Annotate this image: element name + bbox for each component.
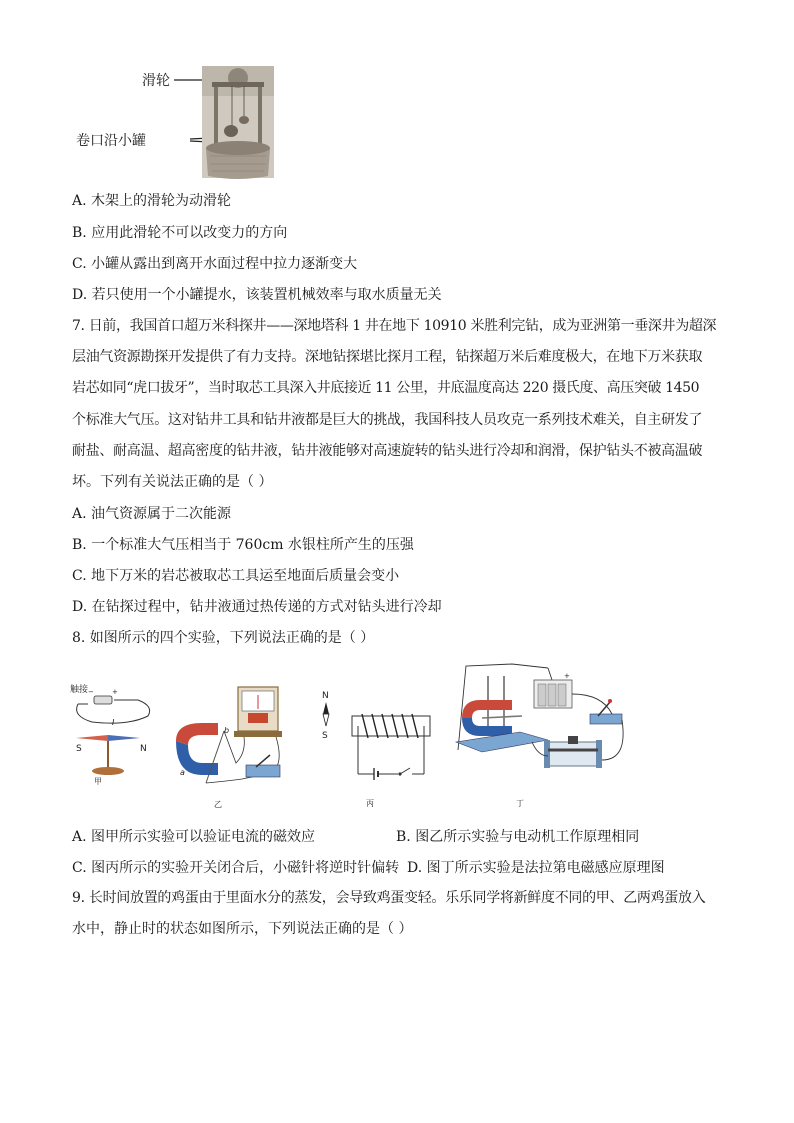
- q8-option-d: D. 图丁所示实验是法拉第电磁感应原理图: [407, 860, 665, 876]
- figure-jia-oersted: [68, 680, 158, 785]
- q9-stem-line: 9. 长时间放置的鸡蛋由于里面水分的蒸发，会导致鸡蛋变轻。乐乐同学将新鲜度不同的甲、乙两鸡蛋放入: [72, 890, 706, 906]
- q8-option-b: B. 图乙所示实验与电动机工作原理相同: [396, 829, 640, 845]
- svg-text:S: S: [322, 731, 328, 741]
- figure-yi-caption: 乙: [214, 800, 222, 808]
- figure-bing-solenoid: [318, 688, 438, 808]
- q6-option-b: B. 应用此滑轮不可以改变力的方向: [72, 225, 288, 241]
- q7-stem-line: 7. 日前，我国首口超万米科探井——深地塔科 1 井在地下 10910 米胜利完钻，成为亚洲第一垂深井为超深: [72, 318, 717, 334]
- svg-text:b: b: [224, 726, 230, 735]
- q7-option-c: C. 地下万米的岩芯被取芯工具运至地面后质量会变小: [72, 568, 400, 584]
- figure-ding-caption: 丁: [516, 799, 524, 808]
- q7-option-d: D. 在钻探过程中，钻井液通过热传递的方式对钻头进行冷却: [72, 599, 442, 615]
- q8-stem: 8. 如图所示的四个实验，下列说法正确的是（ ）: [72, 630, 375, 646]
- svg-text:S: S: [76, 744, 82, 754]
- q7-stem-line: 耐盐、耐高温、超高密度的钻井液，钻井液能够对高速旋转的钻头进行冷却和润滑，保护钻头不被高温破: [72, 443, 703, 459]
- svg-text:I: I: [112, 718, 115, 727]
- q8-option-c: C. 图丙所示的实验开关闭合后，小磁针将逆时针偏转: [72, 860, 400, 876]
- touch-label: 触接: [70, 685, 89, 695]
- svg-text:+: +: [564, 672, 570, 680]
- q8-option-a: A. 图甲所示实验可以验证电流的磁效应: [72, 829, 316, 845]
- figure-bing-caption: 丙: [366, 799, 374, 808]
- q7-stem-line: 层油气资源勘探开发提供了有力支持。深地钻探堪比探月工程，钻探超万米后难度极大，在地下万米获取: [72, 349, 703, 365]
- pulley-label: 滑轮: [142, 73, 170, 89]
- q6-option-c: C. 小罐从露出到离开水面过程中拉力逐渐变大: [72, 256, 358, 272]
- svg-text:N: N: [140, 744, 147, 754]
- figure-yi-galvanometer: [172, 683, 292, 808]
- figure-ding-motor: [452, 660, 632, 808]
- svg-text:+: +: [112, 688, 118, 696]
- q7-option-b: B. 一个标准大气压相当于 760cm 水银柱所产生的压强: [72, 537, 414, 553]
- q7-stem-line: 岩芯如同“虎口拔牙”，当时取芯工具深入井底接近 11 公里，井底温度高达 220 摄氏度、高压突破 1450: [72, 380, 700, 396]
- pulley-well-photo: [170, 64, 310, 184]
- svg-text:a: a: [180, 768, 185, 777]
- svg-text:−: −: [88, 688, 94, 696]
- q9-stem-line: 水中，静止时的状态如图所示，下列说法正确的是（ ）: [72, 921, 413, 937]
- q6-option-d: D. 若只使用一个小罐提水，该装置机械效率与取水质量无关: [72, 287, 442, 303]
- figure-jia-caption: 甲: [94, 777, 102, 785]
- q7-stem-line: 坏。下列有关说法正确的是（ ）: [72, 474, 273, 490]
- q6-option-a: A. 木架上的滑轮为动滑轮: [72, 193, 232, 209]
- svg-text:N: N: [322, 691, 329, 701]
- q7-stem-line: 个标准大气压。这对钻井工具和钻井液都是巨大的挑战，我国科技人员攻克一系列技术难关，自主研发了: [72, 412, 703, 428]
- pot-label: 卷口沿小罐: [76, 133, 146, 149]
- q7-option-a: A. 油气资源属于二次能源: [72, 506, 232, 522]
